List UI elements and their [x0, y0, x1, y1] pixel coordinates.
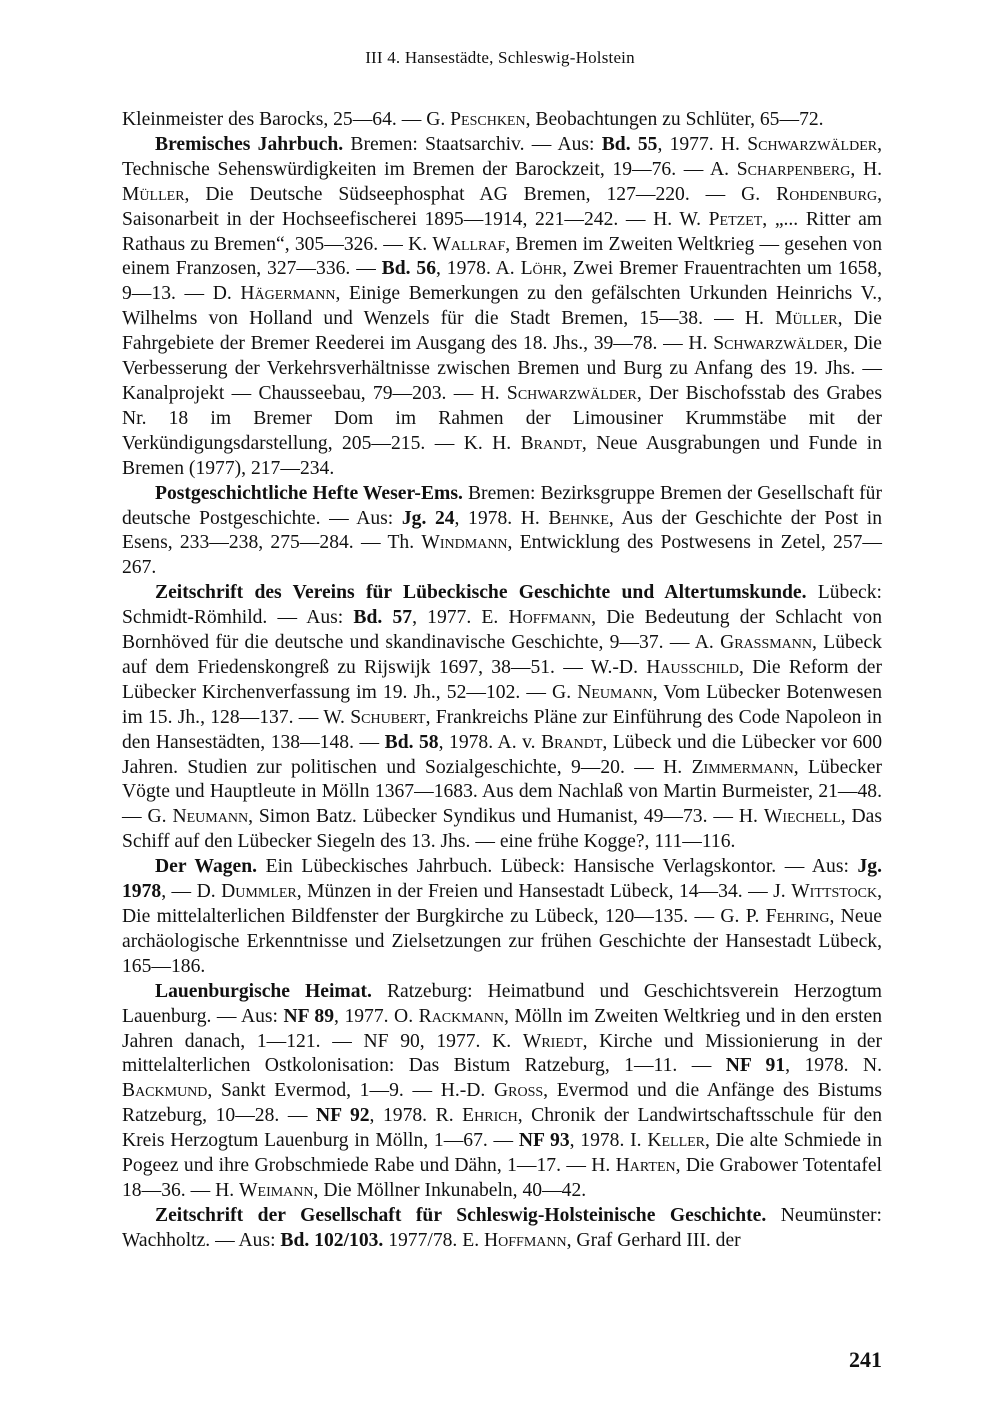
entry-text: , Lübeck und die Lübecker vor 600 Jahren. Studien zur politischen und Sozialgeschichte, 9—20. — H.: [122, 731, 882, 778]
author-name: Neumann: [577, 681, 653, 703]
author-name: Ehrich: [462, 1105, 518, 1127]
entry-text: , Frankreichs Pläne zur Einführung des Code Napoleon in den Hansestädten, 138—148. —: [122, 706, 882, 753]
entry-text: , Aus der Geschichte der Post in Esens, 233—238, 275—284. — Th.: [122, 507, 882, 554]
author-name: Hausschild: [646, 656, 740, 678]
author-name: Brandt: [520, 432, 582, 454]
entry-text: , Neue archäologische Erkenntnisse und Zielsetzungen zur frühen Geschichte der Hansestadt Lübeck, 165—186.: [122, 906, 883, 977]
entry-text: , Die Fahrgebiete der Bremer Reederei im Ausgang des 18. Jhs., 39—78. — H.: [122, 308, 882, 355]
author-name: Keller: [647, 1130, 706, 1152]
entry-text: , Lübecker Vögte und Hauptleute in Mölln 1367—1683. Aus dem Nachlaß von Martin Burmeister, 21—48. — G.: [122, 756, 882, 828]
entry-text: Bremen: Bezirksgruppe Bremen der Gesellschaft für deutsche Postgeschichte. — Aus:: [122, 482, 883, 529]
entry-text: , Sankt Evermod, 1—9. — H.-D.: [207, 1080, 494, 1102]
author-name: Zimmermann: [691, 756, 794, 778]
author-name: Peschken: [450, 109, 526, 130]
entry-text: , H.: [850, 158, 882, 180]
entry-bold-text: Jg. 24: [401, 507, 455, 529]
author-name: Backmund: [122, 1080, 208, 1102]
bibliography-entry: [122, 581, 882, 855]
entry-bold-text: NF 89: [283, 1005, 335, 1027]
entry-bold-text: Zeitschrift der Gesellschaft für Schleswig-Holsteinische Geschichte.: [155, 1204, 767, 1226]
entry-text: , Die Möllner Inkunabeln, 40—42.: [313, 1179, 587, 1201]
entry-bold-text: Postgeschichtliche Hefte Weser-Ems.: [155, 482, 463, 504]
author-name: Dummler: [221, 881, 297, 903]
bibliography-entry: [122, 855, 882, 980]
bibliography-entry: [122, 1204, 882, 1254]
entry-text: , 1978. A. v.: [438, 731, 542, 753]
author-name: Schwarzwälder: [713, 333, 844, 355]
author-name: Windmann: [421, 532, 508, 554]
entry-text: Lübeck: Schmidt-Römhild. — Aus:: [122, 582, 882, 629]
author-name: Gross: [494, 1080, 544, 1102]
entry-text: , Kirche und Missionierung in der mittelalterlichen Ostkolonisation: Das Bistum Ratzeburg, 1—11. —: [122, 1030, 882, 1077]
entry-text: , 1977. H.: [657, 133, 748, 155]
author-name: Grassmann: [720, 632, 813, 654]
author-name: Müller: [122, 183, 185, 205]
entry-text: , Chronik der Landwirtschaftsschule für den Kreis Herzogtum Lauenburg in Mölln, 1—67. —: [122, 1105, 883, 1152]
entry-text: , 1977. O.: [334, 1005, 419, 1027]
entry-text: , Neue Ausgrabungen und Funde in Bremen (1977), 217—234.: [122, 432, 882, 479]
entry-text: , 1978. I.: [569, 1130, 648, 1152]
entry-bold-text: NF 92: [316, 1105, 370, 1127]
bibliography-entry: [122, 482, 882, 582]
entry-text: , Die Verbesserung der Verkehrsverhältnisse zwischen Bremen und Burg zu Anfang des 19. Jhs. — Kanalprojekt — Chausseebau, 79—203. — H.: [122, 333, 882, 404]
author-name: Wallraf: [432, 233, 506, 255]
entry-text: , 1978. A.: [436, 258, 521, 280]
entry-text: , Evermod und die Anfänge des Bistums Ratzeburg, 10—28. —: [122, 1080, 882, 1127]
entry-text: 1977/78. E.: [383, 1229, 484, 1251]
entry-bold-text: Bd. 55: [601, 133, 658, 155]
entry-bold-text: Bd. 57: [353, 607, 413, 629]
entry-text: , Beobachtungen zu Schlüter, 65—72.: [525, 109, 824, 130]
entry-text: , Technische Sehenswürdigkeiten im Bremen der Barockzeit, 19—76. — A.: [122, 133, 882, 180]
entry-text: Kleinmeister des Barocks, 25—64. — G.: [122, 109, 451, 130]
entry-bold-text: NF 91: [725, 1055, 786, 1077]
author-name: Rackmann: [418, 1005, 505, 1027]
author-name: Rohdenburg: [776, 183, 878, 205]
author-name: Hoffmann: [508, 607, 592, 629]
author-name: Wiechell: [763, 806, 841, 828]
bibliography-body: [122, 108, 882, 1254]
entry-text: , Graf Gerhard III. der: [566, 1229, 741, 1251]
author-name: Weimann: [239, 1179, 314, 1201]
entry-text: , Zwei Bremer Frauentrachten um 1658, 9—13. — D.: [122, 258, 883, 305]
author-name: Schwarzwälder: [747, 133, 878, 155]
entry-text: Ratzeburg: Heimatbund und Geschichtsverein Herzogtum Lauenburg. — Aus:: [122, 980, 882, 1027]
entry-text: , Saisonarbeit in der Hochseefischerei 1895—1914, 221—242. — H. W.: [122, 183, 882, 230]
entry-text: , Lübeck auf dem Friedenskongreß zu Rijswijk 1697, 38—51. — W.-D.: [122, 632, 882, 678]
entry-text: , Simon Batz. Lübecker Syndikus und Humanist, 49—73. — H.: [248, 806, 764, 828]
author-name: Hoffmann: [484, 1229, 567, 1251]
entry-text: , Die Deutsche Südseephosphat AG Bremen, 127—220. — G.: [184, 183, 777, 205]
author-name: Wittstock: [791, 881, 878, 903]
entry-text: , Bremen im Zweiten Weltkrieg — gesehen von einem Franzosen, 327—336. —: [122, 233, 882, 280]
author-name: Hägermann: [240, 283, 336, 305]
author-name: Schubert: [350, 706, 426, 728]
bibliography-entry: [122, 133, 882, 482]
entry-bold-text: Bd. 102/103.: [280, 1229, 384, 1251]
page-number: 241: [849, 1347, 882, 1372]
author-name: Petzet: [708, 208, 763, 230]
entry-text: , Die alte Schmiede in Pogeez und ihre Grobschmiede Rabe und Dähn, 1—17. — H.: [122, 1130, 882, 1177]
entry-text: , 1978. R.: [369, 1105, 463, 1127]
entry-text: , „... Ritter am Rathaus zu Bremen“, 305—326. — K.: [122, 208, 883, 255]
author-name: Wriedt: [522, 1030, 583, 1052]
author-name: Neumann: [172, 806, 249, 828]
entry-text: , Mölln im Zweiten Weltkrieg und in den ersten Jahren danach, 1—121. — NF 90, 1977. K.: [122, 1005, 883, 1052]
bibliography-entry: [122, 980, 882, 1204]
author-name: Fehring: [765, 906, 830, 927]
entry-text: , Münzen in der Freien und Hansestadt Lübeck, 14—34. — J.: [296, 881, 792, 903]
entry-bold-text: Lauenburgische Heimat.: [155, 980, 372, 1002]
entry-text: Bremen: Staatsarchiv. — Aus:: [343, 133, 602, 155]
entry-bold-text: Jg. 1978: [122, 856, 882, 903]
bibliography-entry: [122, 108, 882, 133]
entry-text: , 1977. E.: [412, 607, 509, 629]
entry-text: , Der Bischofsstab des Grabes Nr. 18 im Bremer Dom im Rahmen der Limousiner Krummstäbe mit der Verkündigungsdarstellung, 205—215. — K. H.: [122, 382, 882, 454]
entry-text: , Das Schiff auf den Lübecker Siegeln des 13. Jhs. — eine frühe Kogge?, 111—116.: [122, 806, 882, 853]
entry-text: Ein Lübeckisches Jahrbuch. Lübeck: Hansische Verlagskontor. — Aus:: [257, 856, 858, 878]
entry-text: , Die Grabower Totentafel 18—36. — H.: [122, 1155, 882, 1201]
entry-text: , Die Bedeutung der Schlacht von Bornhöved für die deutsche und skandinavische Geschichte, 9—37. — A.: [122, 607, 883, 654]
entry-bold-text: Bd. 56: [381, 258, 436, 280]
running-head: III 4. Hansestädte, Schleswig-Holstein: [365, 48, 635, 67]
entry-bold-text: Bd. 58: [384, 731, 439, 753]
entry-text: , 1978. H.: [454, 507, 549, 529]
author-name: Behnke: [548, 507, 609, 529]
entry-text: , Die mittelalterlichen Bildfenster der Burgkirche zu Lübeck, 120—135. — G. P.: [122, 881, 882, 927]
entry-text: , Vom Lübecker Botenwesen im 15. Jh., 128—137. — W.: [122, 681, 882, 728]
entry-text: , 1978. N.: [785, 1055, 882, 1077]
entry-text: , Entwicklung des Postwesens in Zetel, 257—267.: [122, 532, 883, 579]
entry-text: , — D.: [161, 881, 222, 903]
entry-bold-text: Der Wagen.: [155, 856, 258, 878]
author-name: Harten: [615, 1155, 676, 1177]
author-name: Schwarzwälder: [506, 382, 637, 404]
entry-text: Neumünster: Wachholtz. — Aus:: [122, 1204, 882, 1251]
author-name: Löhr: [520, 258, 563, 280]
author-name: Müller: [775, 308, 838, 330]
author-name: Brandt: [541, 731, 603, 753]
entry-bold-text: NF 93: [518, 1130, 570, 1152]
entry-bold-text: Zeitschrift des Vereins für Lübeckische Geschichte und Altertumskunde.: [155, 582, 807, 604]
entry-bold-text: Bremisches Jahrbuch.: [155, 133, 344, 155]
author-name: Scharpenberg: [736, 158, 851, 180]
entry-text: , Einige Bemerkungen zu den gefälschten Urkunden Heinrichs V., Wilhelms von Holland und Wenzels für die Stadt Bremen, 15—38. — H.: [122, 283, 882, 330]
entry-text: , Die Reform der Lübecker Kirchenverfassung im 19. Jh., 52—102. — G.: [122, 656, 882, 703]
